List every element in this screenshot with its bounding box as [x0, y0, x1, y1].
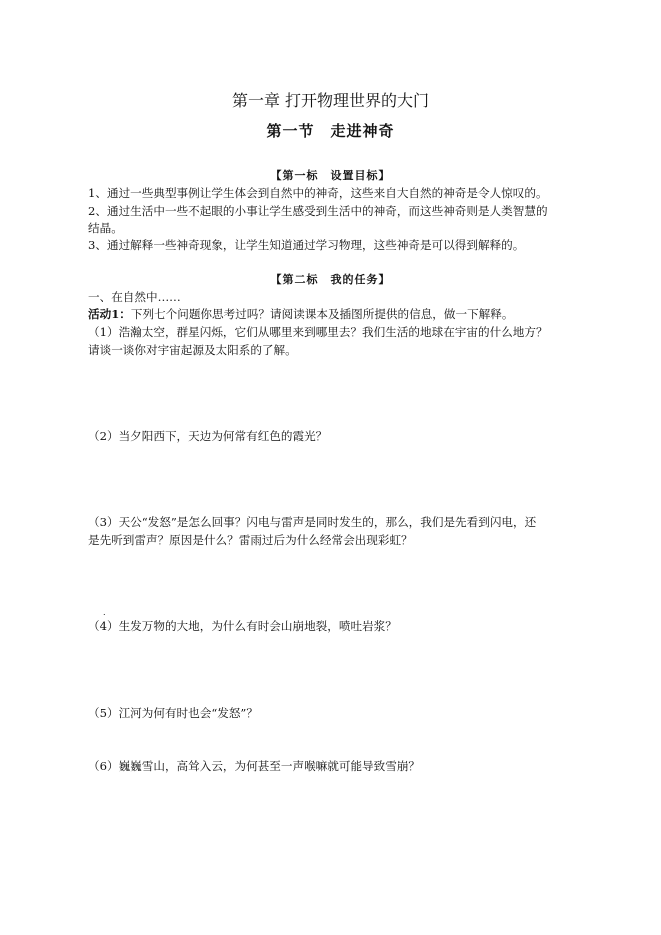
- question-1-line-1: （1）浩瀚太空，群星闪烁，它们从哪里来到哪里去？我们生活的地球在宇宙的什么地方？: [88, 325, 548, 339]
- stray-dot: .: [103, 608, 106, 617]
- question-4: （4）生发万物的大地，为什么有时会山崩地裂，喷吐岩浆？: [88, 619, 397, 633]
- goal-line-2: 2、通过生活中一些不起眼的小事让学生感受到生活中的神奇，而这些神奇则是人类智慧的: [88, 204, 548, 218]
- question-3-line-1: （3）天公“发怒”是怎么回事？闪电与雷声是同时发生的，那么，我们是先看到闪电，还: [88, 515, 537, 529]
- question-6: （6）巍巍雪山，高耸入云，为何甚至一声喉嘛就可能导致雪崩？: [88, 759, 421, 773]
- question-5: （5）江河为何有时也会“发怒”？: [88, 706, 258, 720]
- activity-line: [88, 306, 513, 322]
- goal-line-3: 结晶。: [88, 221, 123, 235]
- goal-line-1: 1、通过一些典型事例让学生体会到自然中的神奇，这些来自大自然的神奇是令人惊叹的。: [88, 186, 548, 200]
- part1-heading: 【第一标 设置目标】: [270, 169, 391, 182]
- question-3-line-2: 是先听到雷声？原因是什么？雷雨过后为什么经常会出现彩虹？: [88, 533, 413, 547]
- chapter-title: 第一章 打开物理世界的大门: [231, 91, 430, 110]
- activity-text: 下列七个问题你思考过吗？请阅读课本及插图所提供的信息，做一下解释。: [130, 307, 514, 321]
- question-1-line-2: 请谈一谈你对宇宙起源及太阳系的了解。: [88, 343, 297, 357]
- part2-subheading: 一、在自然中……: [88, 290, 181, 304]
- section-title: 第一节 走进神奇: [266, 122, 395, 140]
- question-2: （2）当夕阳西下，天边为何常有红色的霞光？: [88, 429, 328, 443]
- goal-line-4: 3、通过解释一些神奇现象，让学生知道通过学习物理，这些神奇是可以得到解释的。: [88, 238, 525, 252]
- part2-heading: 【第二标 我的任务】: [270, 273, 391, 286]
- activity-label: 活动1：: [88, 307, 131, 321]
